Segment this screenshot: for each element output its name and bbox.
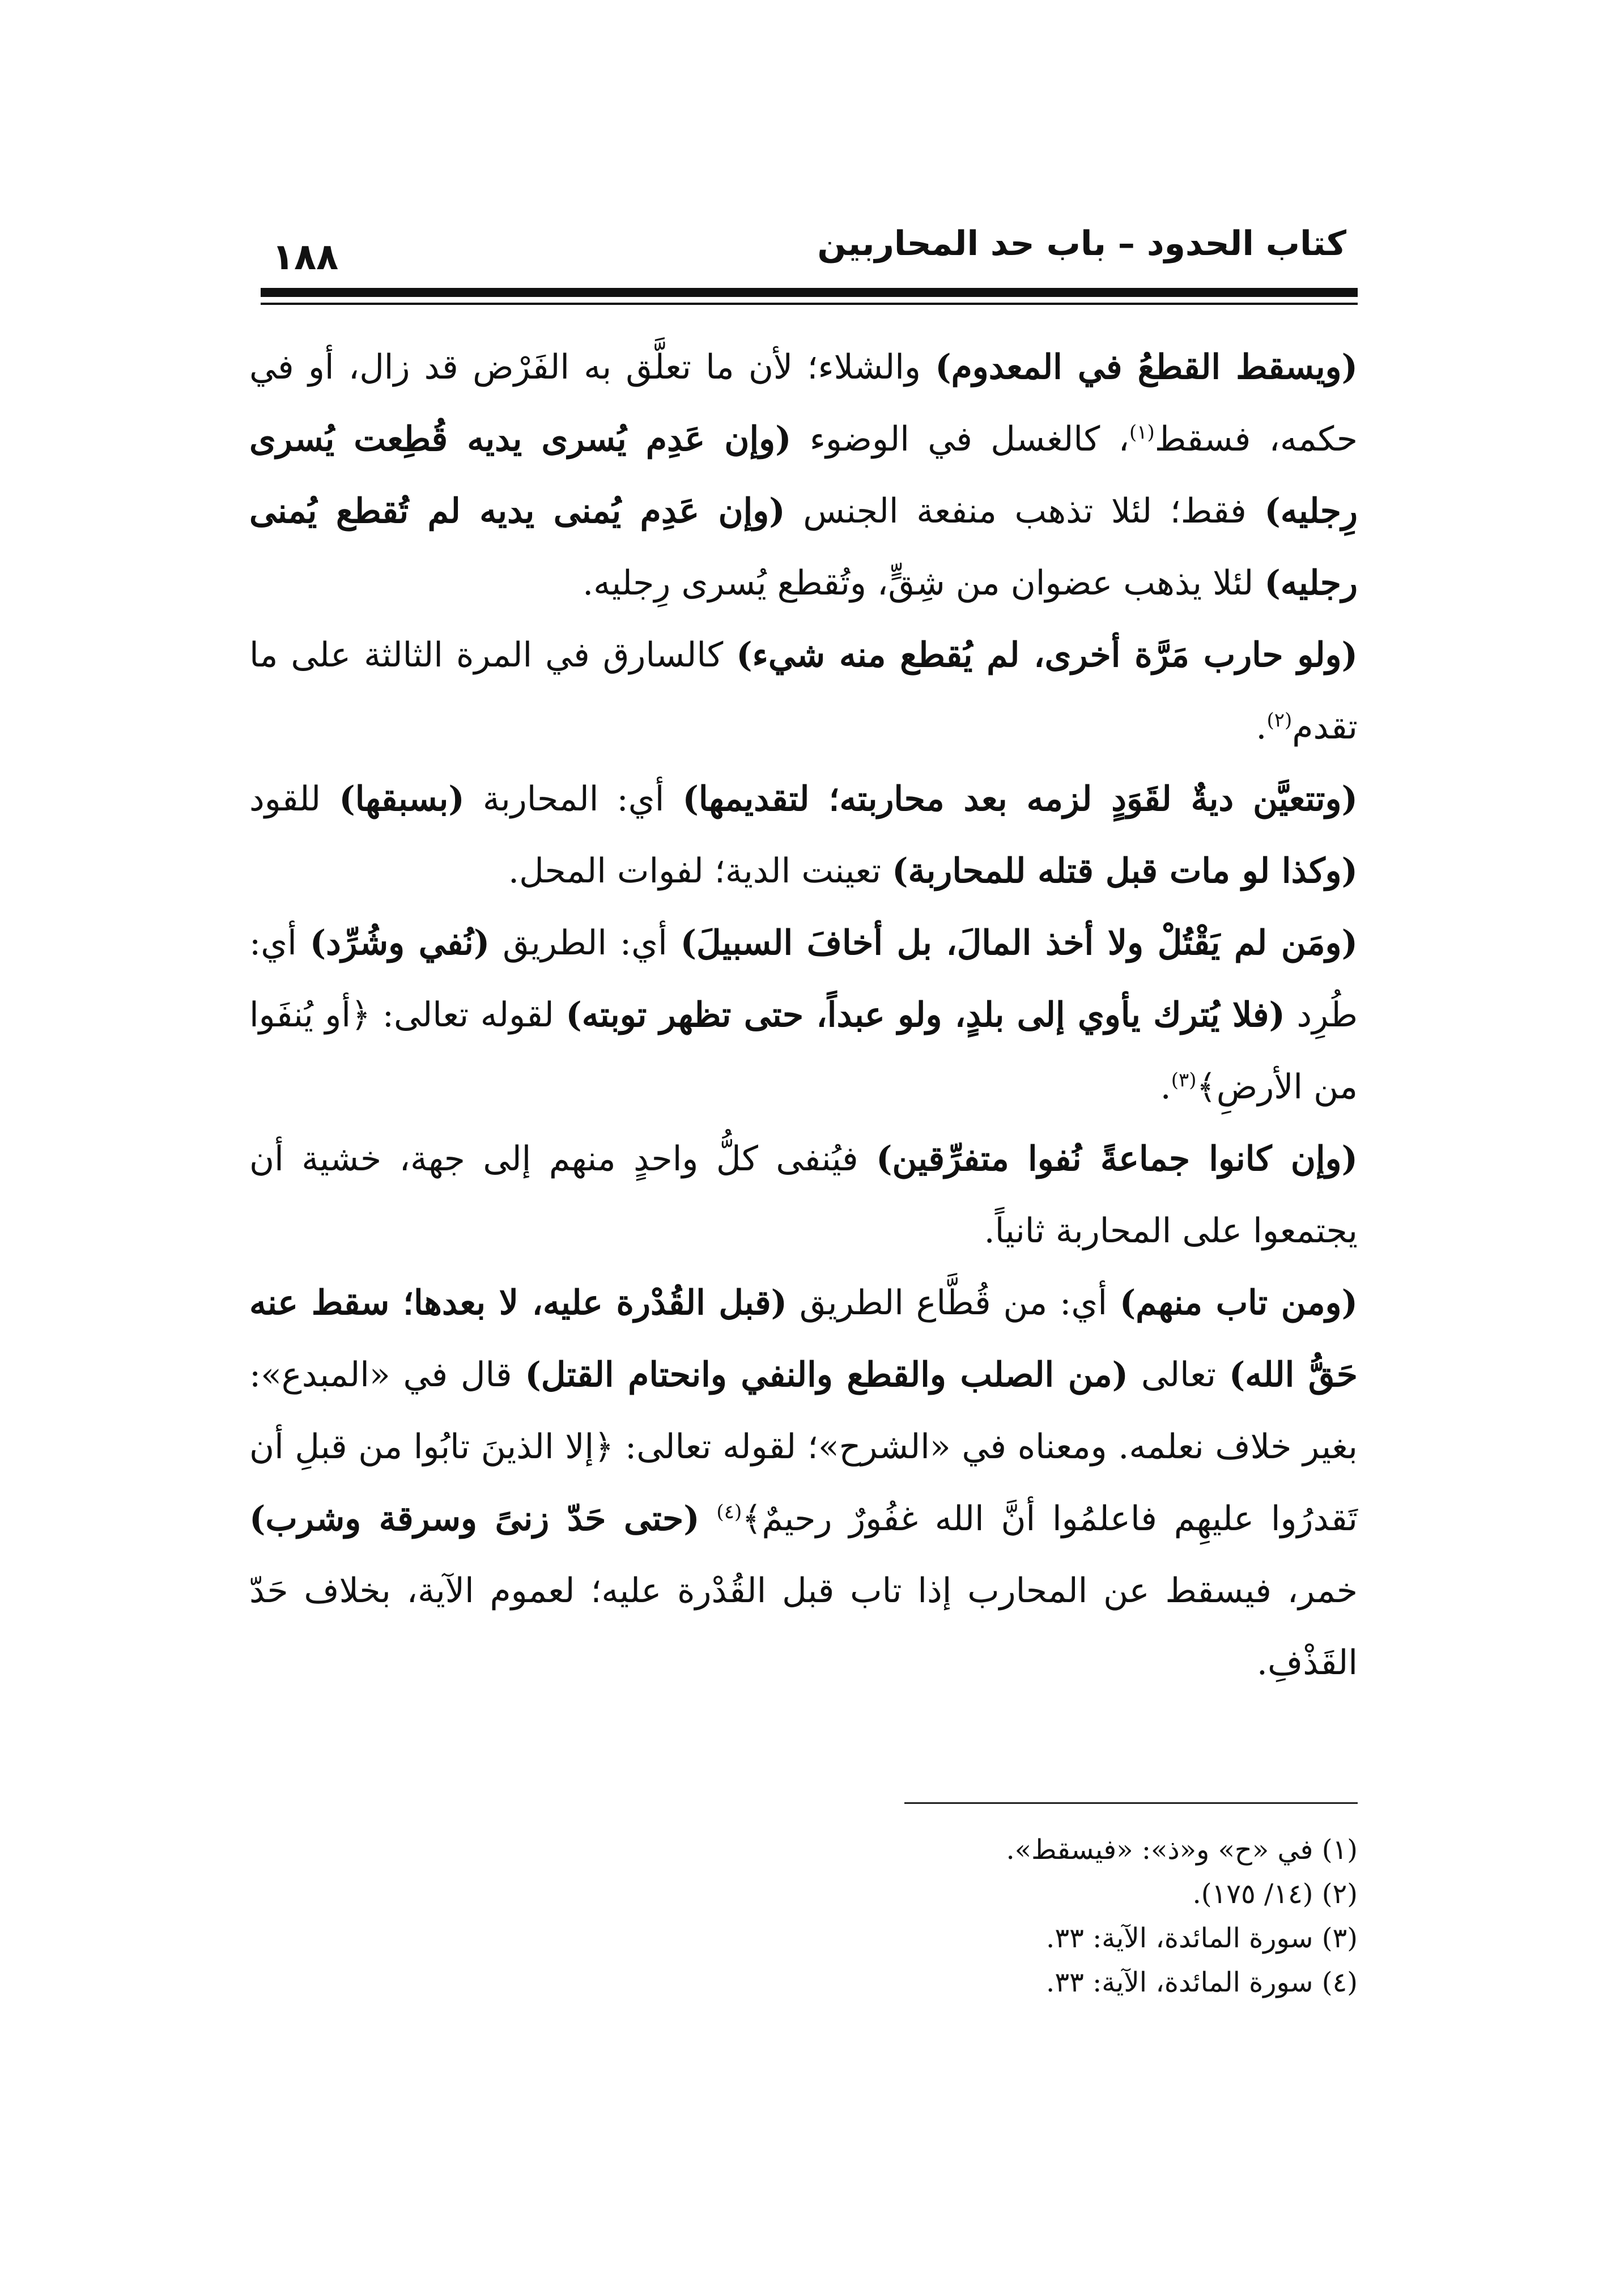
- matn-text: (وتتعيَّن ديةٌ لقَوَدٍ لزمه بعد محاربته؛ لتقديمها): [682, 779, 1358, 819]
- matn-text: (وإن عَدِم يُسرى يديه قُطِعت يُسرى رِجليه): [249, 419, 1358, 531]
- commentary-text: خمر، فيسقط عن المحارب إذا تاب قبل القُدْرة عليه؛ لعموم الآية، بخلاف حَدّ القَذْفِ.: [249, 1571, 1358, 1683]
- footnote-marker: (٣): [1171, 1069, 1197, 1092]
- paragraph: [249, 1123, 1358, 1267]
- footnote-separator: [904, 1802, 1358, 1804]
- commentary-text: .: [1256, 707, 1267, 747]
- commentary-text: تعالى: [1128, 1355, 1229, 1395]
- matn-text: (ومَن لم يَقْتُلْ ولا أخذ المالَ، بل أخافَ السبيلَ): [680, 923, 1358, 963]
- paragraph: [249, 907, 1358, 1123]
- commentary-text: .: [1160, 1067, 1171, 1107]
- matn-text: (حتى حَدّ زنىً وسرقة وشرب): [249, 1499, 700, 1539]
- matn-text: (وإن عَدِم يُمنى يديه لم تُقطع يُمنى رجليه): [249, 491, 1358, 603]
- running-header: [261, 224, 1358, 278]
- footnote: (١) في «ح» و«ذ»: «فيسقط».: [1006, 1834, 1358, 1866]
- chapter-title: كتاب الحدود – باب حد المحاربين: [817, 224, 1346, 264]
- matn-text: (نُفي وشُرِّد): [309, 923, 490, 963]
- commentary-text: للقود: [249, 779, 339, 819]
- commentary-text: كالسارق في المرة الثالثة على ما تقدم: [249, 635, 1358, 747]
- commentary-text: أي: طُرِد: [249, 923, 1358, 1035]
- footnote: (٤) سورة المائدة، الآية: ٣٣.: [1046, 1967, 1358, 1998]
- paragraph: [249, 619, 1358, 763]
- paragraph: [249, 332, 1358, 619]
- page-number: ١٨٨: [272, 236, 339, 278]
- matn-text: (وإن كانوا جماعةً نُفوا متفرِّقين): [876, 1139, 1358, 1179]
- matn-text: (وكذا لو مات قبل قتله للمحاربة): [892, 851, 1358, 891]
- matn-text: (قبل القُدْرة عليه، لا بعدها؛ سقط عنه حَقُّ الله): [249, 1283, 1358, 1395]
- header-rule-thick: [261, 288, 1358, 297]
- main-text: [249, 332, 1358, 1699]
- footnote-marker: (٢): [1266, 709, 1293, 732]
- matn-text: (ولو حارب مَرَّة أخرى، لم يُقطع منه شيء): [736, 635, 1358, 675]
- footnotes: [508, 1828, 1358, 2005]
- footnote-marker: (١): [1129, 421, 1155, 444]
- commentary-text: ، كالغسل في الوضوء: [791, 419, 1129, 459]
- footnote: (٢) (١٤/ ١٧٥).: [1192, 1878, 1358, 1910]
- matn-text: (بسبقها): [339, 779, 465, 819]
- commentary-text: أي: من قُطَّاع الطريق: [787, 1283, 1120, 1323]
- commentary-text: لئلا يذهب عضوان من شِقٍّ، وتُقطع يُسرى رِجليه.: [583, 563, 1265, 603]
- commentary-text: فقط؛ لئلا تذهب منفعة الجنس: [785, 491, 1265, 531]
- matn-text: (فلا يُترك يأوي إلى بلدٍ، ولو عبداً، حتى تظهر توبته): [566, 995, 1285, 1035]
- matn-text: (من الصلب والقطع والنفي وانحتام القتل): [525, 1355, 1129, 1395]
- paragraph: [249, 763, 1358, 907]
- commentary-text: لقوله تعالى: ﴿أو يُنفَوا من الأرضِ﴾: [249, 995, 1358, 1107]
- commentary-text: أي: المحاربة: [464, 779, 683, 819]
- commentary-text: فيُنفى كلُّ واحدٍ منهم إلى جهة، خشية أن يجتمعوا على المحاربة ثانياً.: [249, 1139, 1358, 1251]
- matn-text: (ويسقط القطعُ في المعدوم): [935, 347, 1358, 387]
- commentary-text: والشلاء؛ لأن ما تعلَّق به الفَرْض قد زال، أو في حكمه، فسقط: [249, 347, 1358, 459]
- footnote-marker: (٤): [716, 1501, 742, 1523]
- matn-text: (ومن تاب منهم): [1119, 1283, 1358, 1323]
- paragraph: [249, 1267, 1358, 1699]
- footnote: (٣) سورة المائدة، الآية: ٣٣.: [1046, 1922, 1358, 1954]
- commentary-text: قال في «المبدع»: بغير خلاف نعلمه. ومعناه في «الشرح»؛ لقوله تعالى: ﴿إلا الذينَ تابُوا من قبلِ أن تَقدرُوا عليهِم فاعلمُوا أنَّ الله غفُورٌ رحيمٌ﴾: [249, 1355, 1358, 1539]
- commentary-text: [700, 1499, 717, 1539]
- header-rule-thin: [261, 303, 1358, 305]
- commentary-text: تعينت الدية؛ لفوات المحل.: [508, 851, 892, 891]
- commentary-text: أي: الطريق: [490, 923, 681, 963]
